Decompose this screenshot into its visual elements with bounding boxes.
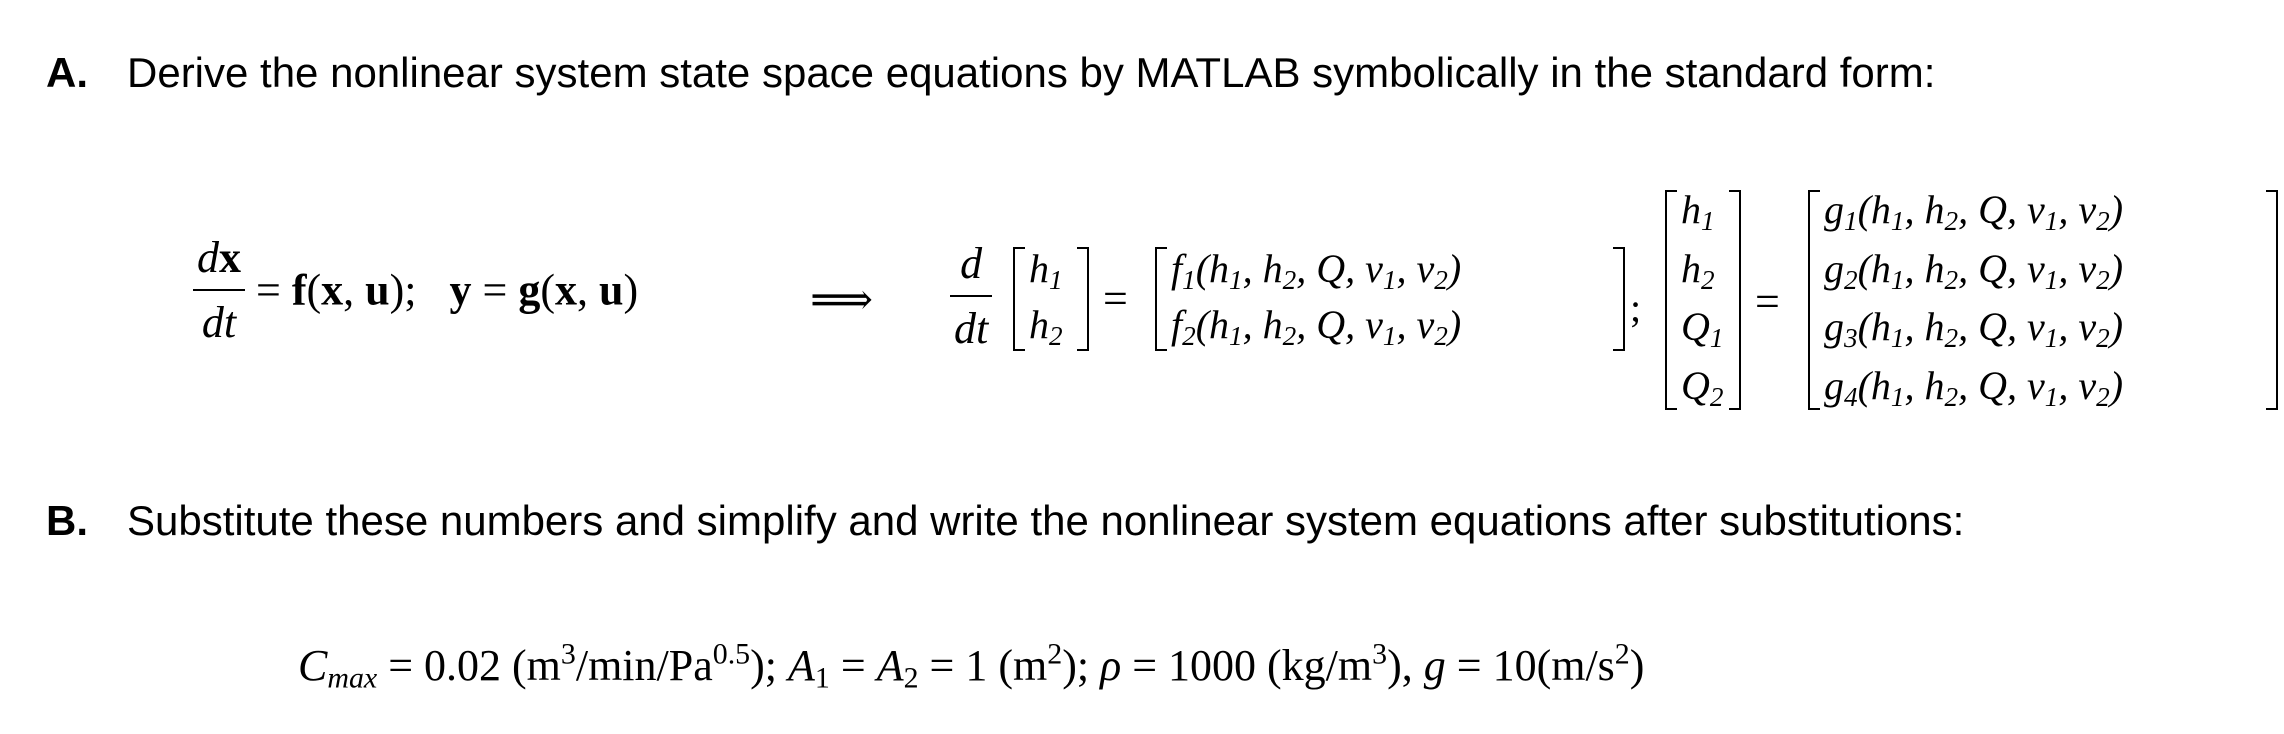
g-vector: $g_1(h_1$, $h_2$, Q, $v_1$, $v_2$) $g_2(h_1$, $h_2$, Q, $v_1$, $v_2$) $g_3(h_1$, $h_2$, Q, $v_1$, $v_2$) $g_4(h_1$, $h_2$, Q, $v_1$, $v_2$) [1808, 190, 2278, 410]
separator: ; [1630, 285, 1642, 330]
section-a-heading [46, 49, 1936, 96]
state-vector: $h_1$ $h_2$ [1013, 247, 1089, 351]
section-b-heading [46, 497, 1965, 544]
equals-sign: = [1755, 277, 1780, 326]
f-vector: $f_1(h_1$, $h_2$, Q, $v_1$, $v_2$) $f_2(h_1$, $h_2$, Q, $v_1$, $v_2$) [1155, 247, 1625, 351]
output-vector: $h_1$ $h_2$ $Q_1$ $Q_2$ [1665, 190, 1741, 410]
section-text: Substitute these numbers and simplify and write the nonlinear system equations after substitutions: [127, 497, 1965, 544]
implies-arrow: ⟹ [810, 275, 874, 324]
section-letter: A. [46, 49, 88, 96]
time-derivative: $\frac{d}{dt}$ [950, 238, 992, 354]
section-text: Derive the nonlinear system state space equations by MATLAB symbolically in the standard form: [127, 49, 1936, 96]
equals-sign: = [1103, 274, 1128, 323]
section-letter: B. [46, 497, 88, 544]
derivative-dx-dt: $\frac{dx}{dt}$ [193, 232, 245, 348]
state-equation-compact: $\frac{dx}{dt}$ = f(x, u); y = g(x, u) [193, 232, 638, 348]
parameter-values: $C_{max} = 0.02$ $(m^3/\min/Pa^{0.5})$; $A_1 = A_2 = 1$ $(m^2)$; ρ = 1000 $(kg/m^3)$, $g = 10(m/s^2)$ [298, 637, 1645, 695]
